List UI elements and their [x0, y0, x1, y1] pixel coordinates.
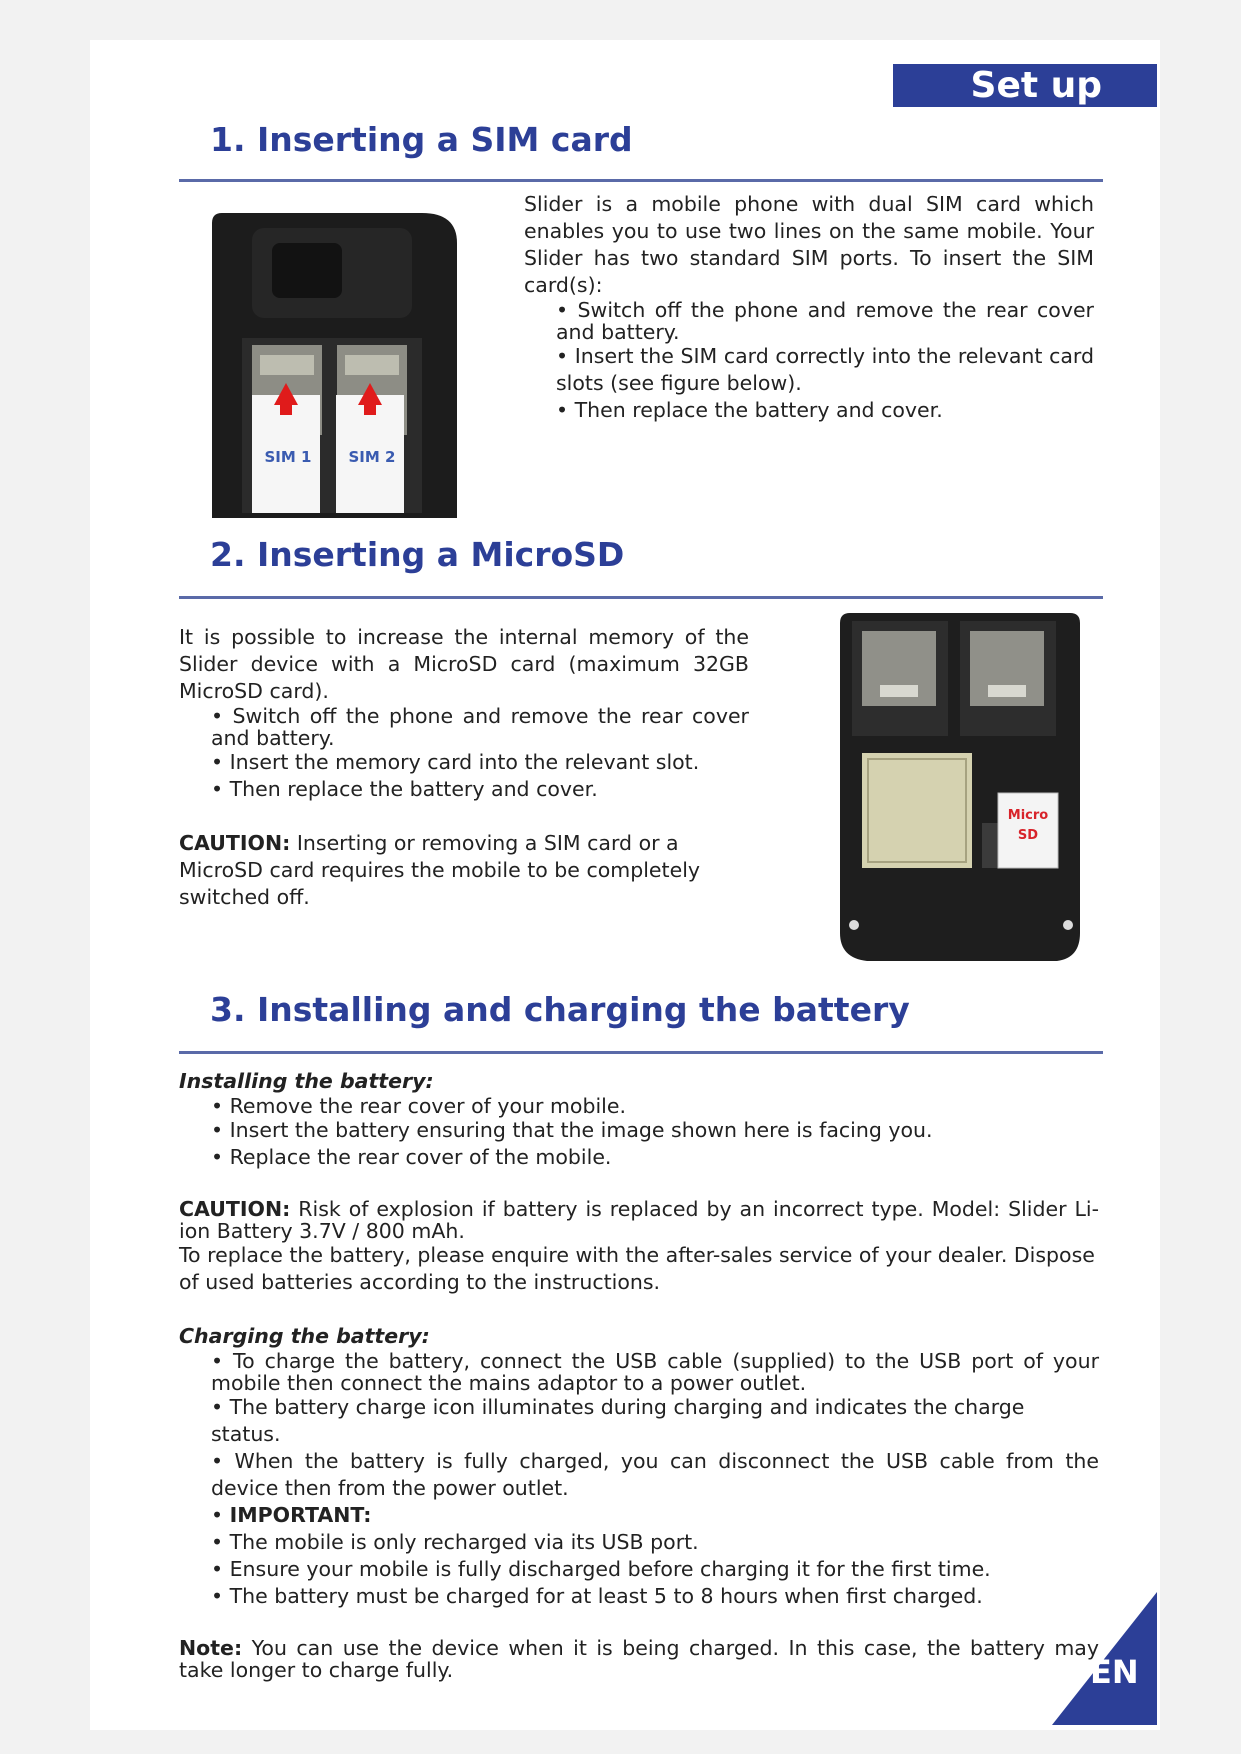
microsd-text-block: [179, 624, 749, 911]
charging-heading: Charging the battery:: [179, 1324, 430, 1348]
section-title-microsd: 2. Inserting a MicroSD: [210, 535, 625, 574]
microsd-caution: [179, 830, 749, 911]
list-item: • The battery charge icon illuminates during charging and indicates the charge status.: [211, 1395, 1025, 1446]
battery-caution: [179, 1198, 1099, 1242]
list-item: • Insert the memory card into the relevant slot.: [211, 750, 700, 774]
list-item: • Then replace the battery and cover.: [211, 777, 598, 801]
list-item: • Insert the SIM card correctly into the relevant card slots (see figure below).: [556, 344, 1094, 395]
note-text: You can use the device when it is being charged. In this case, the battery may take longer to charge fully.: [179, 1636, 1099, 1682]
section-title-battery: 3. Installing and charging the battery: [210, 990, 910, 1029]
sd-label: SD: [1017, 828, 1039, 843]
list-item: • Switch off the phone and remove the rear cover and battery.: [211, 704, 749, 750]
list-item: • Ensure your mobile is fully discharged before charging it for the first time.: [211, 1557, 991, 1581]
note-label: Note:: [179, 1636, 243, 1660]
micro-label: Micro: [1007, 808, 1049, 823]
caution-text: Inserting or removing a SIM card or a MicroSD card requires the mobile to be completely switched off.: [179, 831, 701, 909]
caution-label: CAUTION:: [179, 831, 291, 855]
list-item: • To charge the battery, connect the USB cable (supplied) to the USB port of your mobile then connect the mains adaptor to a power outlet.: [211, 1349, 1099, 1395]
list-item: • The battery must be charged for at least 5 to 8 hours when first charged.: [211, 1584, 983, 1608]
replace-text: To replace the battery, please enquire with the after-sales service of your dealer. Dispose of used batteries according to the instructions.: [179, 1243, 1095, 1294]
sim2-label: SIM 2: [348, 448, 396, 466]
sim1-label: SIM 1: [264, 448, 312, 466]
microsd-figure: [832, 613, 1090, 965]
list-item: • Replace the rear cover of the mobile.: [211, 1145, 612, 1169]
important-label: IMPORTANT:: [229, 1503, 372, 1527]
list-item: • Then replace the battery and cover.: [556, 398, 943, 422]
battery-text-block: [179, 1068, 1099, 1681]
language-tag: EN: [1090, 1653, 1139, 1691]
list-item: • When the battery is fully charged, you can disconnect the USB cable from the device then from the power outlet.: [211, 1449, 1099, 1500]
list-item: • Switch off the phone and remove the rear cover and battery.: [556, 298, 1094, 344]
microsd-intro: It is possible to increase the internal memory of the Slider device with a MicroSD card (maximum 32GB MicroSD card).: [179, 625, 749, 703]
divider: [179, 596, 1103, 599]
note: [179, 1637, 1099, 1681]
caution-text: Risk of explosion if battery is replaced by an incorrect type. Model: Slider Li-ion Battery 3.7V / 800 mAh.: [179, 1197, 1099, 1243]
installing-heading: Installing the battery:: [179, 1069, 434, 1093]
important-line: • IMPORTANT:: [211, 1503, 372, 1527]
divider: [179, 1051, 1103, 1054]
sim-text-block: [524, 191, 1094, 424]
section-banner: Set up: [893, 64, 1157, 107]
sim-intro: Slider is a mobile phone with dual SIM card which enables you to use two lines on the same mobile. Your Slider has two standard SIM ports. To insert the SIM card(s):: [524, 192, 1094, 297]
caution-label: CAUTION:: [179, 1197, 291, 1221]
list-item: • The mobile is only recharged via its USB port.: [211, 1530, 699, 1554]
section-title-sim: 1. Inserting a SIM card: [210, 120, 633, 159]
list-item: • Insert the battery ensuring that the image shown here is facing you.: [211, 1118, 933, 1142]
sim-card-figure: [212, 213, 462, 518]
divider: [179, 179, 1103, 182]
list-item: • Remove the rear cover of your mobile.: [211, 1094, 627, 1118]
